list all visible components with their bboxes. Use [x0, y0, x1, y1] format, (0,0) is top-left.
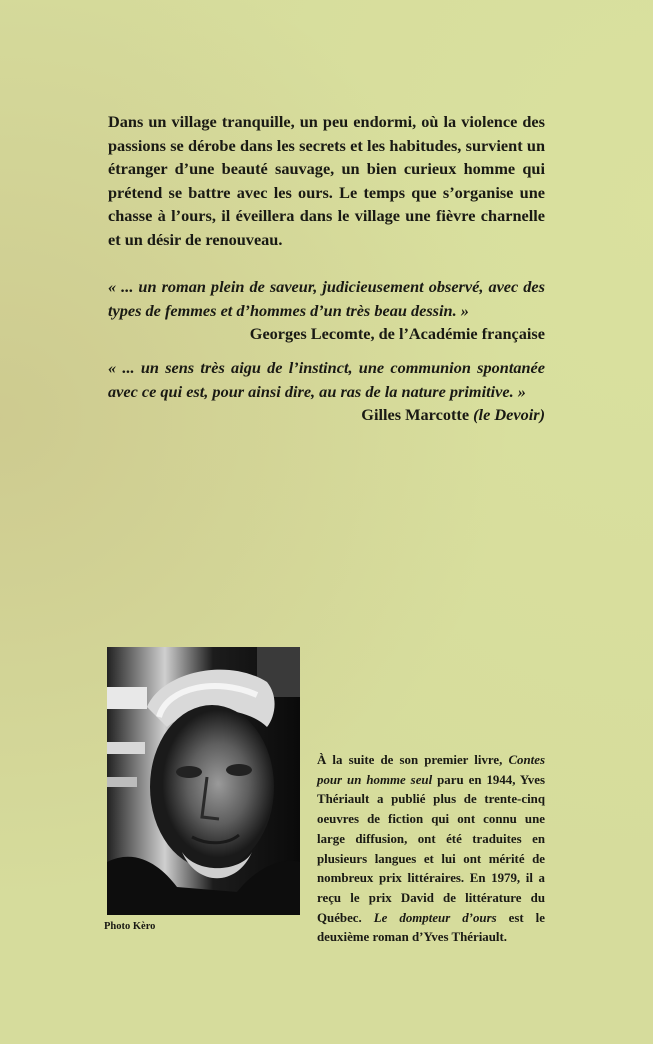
review-quote-lecomte	[108, 275, 545, 346]
review-quote-marcotte	[108, 356, 545, 427]
photo-caption: Photo Kèro	[104, 921, 156, 932]
quote-author-name: Gilles Marcotte	[361, 405, 470, 425]
quote-author	[108, 322, 545, 346]
quote-source: (le Devoir)	[473, 405, 545, 425]
author-photo	[107, 647, 300, 915]
bio-text: À la suite de son premier livre,	[317, 753, 509, 767]
book-title: Le dompteur d’ours	[373, 910, 497, 925]
author-portrait-image	[107, 647, 300, 915]
quote-text: « ... un roman plein de saveur, judicieusement observé, avec des types de femmes et d’hommes d’un très beau dessin. »	[108, 277, 545, 320]
bio-text: paru en 1944, Yves Thériault a publié plus de trente-cinq oeuvres de fiction qui ont connu une large diffusion, ont été traduites en plusieurs langues et lui ont mérité de nombreux prix littéraires. En 1979, il a reçu le prix David de littérature du Québec.	[317, 772, 545, 925]
quote-text: « ... un sens très aigu de l’instinct, une communion spontanée avec ce qui est, pour ainsi dire, au ras de la nature primitive. »	[108, 358, 545, 401]
author-biography	[317, 751, 545, 948]
bio-text: est le deuxième roman d’Yves Thériault.	[317, 910, 545, 945]
back-cover-blurb: Dans un village tranquille, un peu endormi, où la violence des passions se dérobe dans les secrets et les habitudes, survient un étranger d’une beauté sauvage, un bien curieux homme qui prétend se battre avec les ours. Le temps que s’organise une chasse à l’ours, il éveillera dans le village une fièvre charnelle et un désir de renouveau.	[108, 112, 545, 249]
quote-author	[108, 403, 545, 427]
quote-author-name: Georges Lecomte, de l’Académie française	[249, 324, 545, 344]
book-title: Contes pour un homme seul	[317, 753, 545, 787]
